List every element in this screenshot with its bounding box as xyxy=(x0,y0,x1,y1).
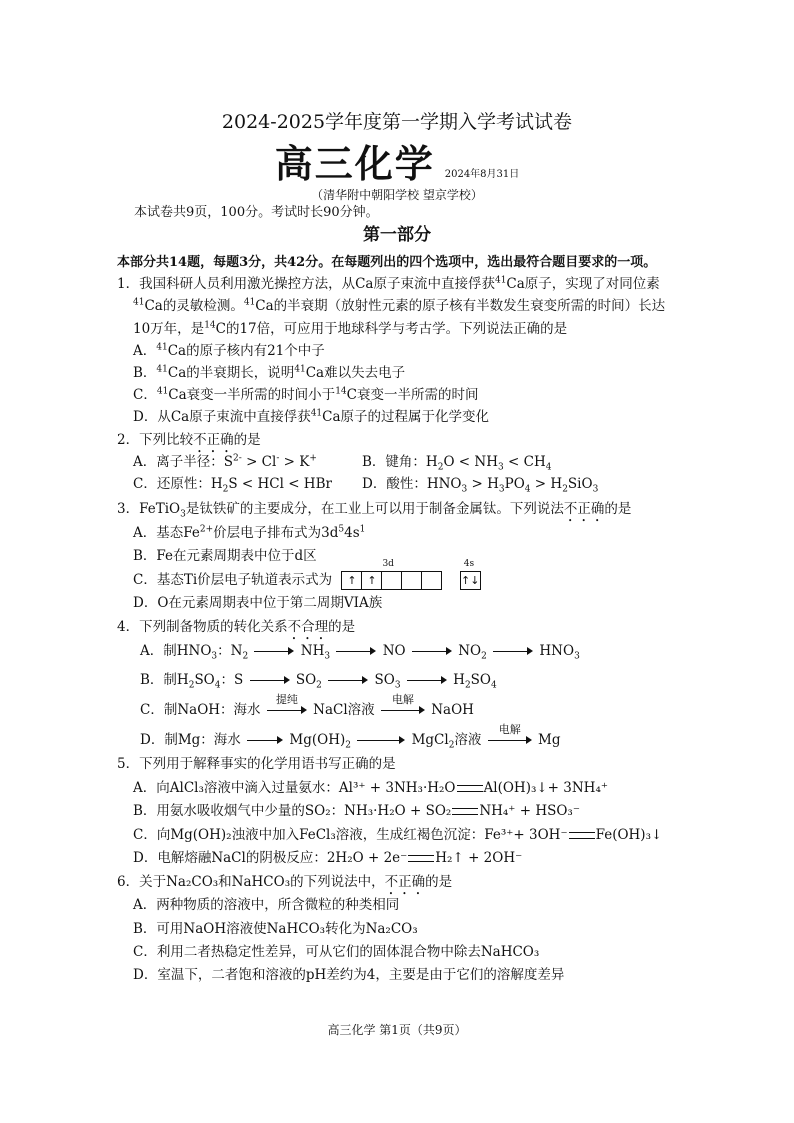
reaction-arrow xyxy=(254,647,294,657)
q1-option-b[interactable]: B．$^{41}$Ca的半衰期长，说明$^{41}$Ca难以失去电子 xyxy=(133,364,406,381)
q2-option-b[interactable]: B．键角：$H_2O < NH_3 < CH_4$ xyxy=(362,454,552,473)
q5-option-b[interactable]: B．用氨水吸收烟气中少量的SO₂：NH₃·H₂O + SO₂ NH₄⁺ + HSO₃⁻ xyxy=(133,803,580,819)
q6-option-d[interactable]: D．室温下，二者饱和溶液的pH差约为4，主要是由于它们的溶解度差异 xyxy=(133,967,565,983)
reaction-arrow xyxy=(493,647,533,657)
q5-option-a[interactable]: A．向AlCl₃溶液中滴入过量氨水：Al³⁺ + 3NH₃·H₂O Al(OH)₃↓+ 3NH₄⁺ xyxy=(133,780,608,796)
reaction-arrow xyxy=(336,647,376,657)
subject-row xyxy=(0,140,794,188)
q5-stem: 5．下列用于解释事实的化学用语书写正确的是 xyxy=(117,756,396,772)
q1-option-a[interactable]: A．$^{41}$Ca的原子核内有21个中子 xyxy=(133,342,325,359)
subject-title: 高三化学 xyxy=(274,141,435,186)
q2-option-d[interactable]: D．酸性：$HNO_3 > H_3PO_4 > H_2SiO_3$ xyxy=(362,476,599,495)
exam-date: 2024年8月31日 xyxy=(444,169,520,180)
page-footer: 高三化学 第1页（共9页） xyxy=(327,1023,467,1037)
q1-option-c[interactable]: C．$^{41}$Ca衰变一半所需的时间小于$^{14}$C衰变一半所需的时间 xyxy=(133,386,479,403)
reaction-arrow xyxy=(357,736,405,746)
q1-option-d[interactable]: D．从Ca原子束流中直接俘获$^{41}$Ca原子的过程属于化学变化 xyxy=(133,408,490,425)
reaction-arrow xyxy=(250,676,290,686)
part-title: 第一部分 xyxy=(363,225,431,245)
q6-option-a[interactable]: A．两种物质的溶液中，所含微粒的种类相同 xyxy=(133,897,400,913)
q2-option-c[interactable]: C．还原性：$H_2S$ < HCl < HBr xyxy=(133,476,332,495)
equals-sign xyxy=(452,808,478,815)
orbital-diagram-4s: 4s ↑↓ xyxy=(461,571,481,590)
equals-sign xyxy=(457,785,483,792)
part-instructions: 本部分共14题，每题3分，共42分。在每题列出的四个选项中，选出最符合题目要求的一项。 xyxy=(117,255,657,270)
equals-sign xyxy=(408,855,434,862)
q6-option-c[interactable]: C．利用二者热稳定性差异，可从它们的固体混合物中除去NaHCO₃ xyxy=(133,944,540,960)
reaction-arrow xyxy=(412,647,452,657)
q6-option-b[interactable]: B．可用NaOH溶液使NaHCO₃转化为Na₂CO₃ xyxy=(133,921,418,937)
q2-stem: 2．下列比较不正确的是 xyxy=(117,432,261,448)
exam-title: 2024-2025学年度第一学期入学考试试卷 xyxy=(221,111,573,133)
q6-stem: 6．关于Na₂CO₃和NaHCO₃的下列说法中，不正确的是 xyxy=(117,874,453,890)
q5-option-c[interactable]: C．向Mg(OH)₂浊液中加入FeCl₃溶液，生成红褐色沉淀：Fe³⁺+ 3OH⁻ Fe(OH)₃↓ xyxy=(133,827,663,843)
equals-sign xyxy=(569,832,595,839)
q4-option-d[interactable]: D．制Mg：海水 $Mg(OH)_2$ MgCl$_2$溶液 电解 Mg xyxy=(140,722,561,751)
q1-stem-line1: 1．我国科研人员利用激光操控方法，从Ca原子束流中直接俘获$^{41}$Ca原子，实现了对同位素 xyxy=(117,275,660,292)
q3-option-a[interactable]: A．基态$Fe^{2+}$价层电子排布式为$3d^54s^1$ xyxy=(133,524,366,541)
orbital-diagram-3d: 3d ↑ ↑ xyxy=(342,571,442,590)
q4-option-b[interactable]: B．制$H_2SO_4$：S $SO_2$ $SO_3$ $H_2SO_4$ xyxy=(140,672,497,691)
q3-option-d[interactable]: D．O在元素周期表中位于第二周期VIA族 xyxy=(133,595,383,611)
reaction-arrow xyxy=(328,676,368,686)
reaction-arrow: 电解 xyxy=(381,706,425,716)
exam-intro: 本试卷共9页，100分。考试时长90分钟。 xyxy=(134,205,379,220)
q4-option-a[interactable]: A．制$HNO_3$：$N_2$ $NH_3$ NO $NO_2$ $HNO_3$ xyxy=(140,643,580,662)
reaction-arrow: 电解 xyxy=(488,736,532,746)
q4-option-c[interactable]: C．制NaOH：海水 提纯 NaCl溶液 电解 NaOH xyxy=(140,692,474,718)
q5-option-d[interactable]: D．电解熔融NaCl的阴极反应：2H₂O + 2e⁻ H₂↑ + 2OH⁻ xyxy=(133,850,523,866)
reaction-arrow: 提纯 xyxy=(267,706,307,716)
reaction-arrow xyxy=(247,736,283,746)
q3-option-c[interactable]: C．基态Ti价层电子轨道表示式为 3d ↑ ↑ 4s ↑↓ xyxy=(133,559,480,588)
q4-stem: 4．下列制备物质的转化关系不合理的是 xyxy=(117,619,356,635)
q1-stem-line3: 10万年，是$^{14}$C的17倍，可应用于地球科学与考古学。下列说法正确的是 xyxy=(133,320,568,337)
school-names: （清华附中朝阳学校 望京学校） xyxy=(311,188,483,202)
q3-stem: 3．FeTiO$_3$是钛铁矿的主要成分，在工业上可以用于制备金属钛。下列说法不正确的是 xyxy=(117,501,632,520)
q1-stem-line2: $^{41}$Ca的灵敏检测。$^{41}$Ca的半衰期（放射性元素的原子核有半数发生衰变所需的时间）长达 xyxy=(133,297,666,314)
q2-option-a[interactable]: A．离子半径：$S^{2-} > Cl^- > K^+$ xyxy=(133,453,317,470)
q3-option-b[interactable]: B．Fe在元素周期表中位于d区 xyxy=(133,548,317,564)
reaction-arrow xyxy=(407,676,447,686)
